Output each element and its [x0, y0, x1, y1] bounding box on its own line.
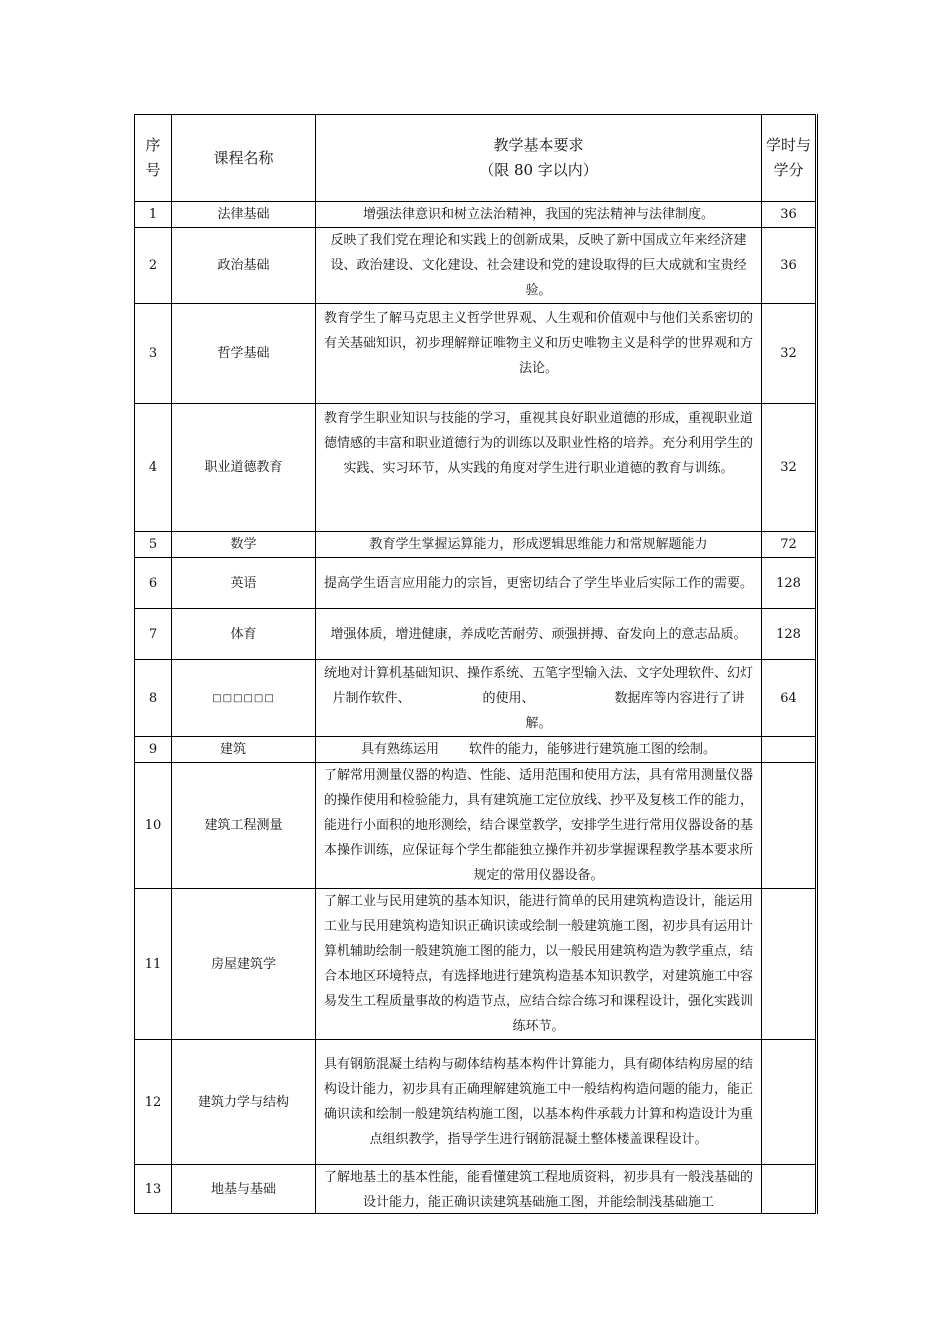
row-course-name: 建筑 [172, 737, 316, 763]
row-requirement: 反映了我们党在理论和实践上的创新成果，反映了新中国成立年来经济建设、政治建设、文化建设、社会建设和党的建设取得的巨大成就和宝贵经验。 [316, 228, 762, 304]
table-row [135, 1040, 817, 1165]
row-course-name: 地基与基础 [172, 1165, 316, 1214]
row-requirement: 教育学生了解马克思主义哲学世界观、人生观和价值观中与他们关系密切的有关基础知识，初步理解辩证唯物主义和历史唯物主义是科学的世界观和方法论。 [316, 304, 762, 404]
row-hours [762, 737, 817, 763]
row-requirement: 教育学生职业知识与技能的学习，重视其良好职业道德的形成，重视职业道德情感的丰富和职业道德行为的训练以及职业性格的培养。充分利用学生的实践、实习环节，从实践的角度对学生进行职业道德的教育与训练。 [316, 404, 762, 532]
table-row [135, 763, 817, 889]
row-no: 9 [135, 737, 172, 763]
row-course-name-text: □□□□□□ [212, 693, 275, 704]
row-requirement: 教育学生掌握运算能力，形成逻辑思维能力和常规解题能力 [316, 532, 762, 558]
table-row [135, 532, 817, 558]
row-requirement: 提高学生语言应用能力的宗旨，更密切结合了学生毕业后实际工作的需要。 [316, 558, 762, 609]
header-req-line1: 教学基本要求 [493, 136, 584, 154]
row-course-name: 英语 [172, 558, 316, 609]
header-course: 课程名称 [172, 115, 316, 202]
curriculum-table [134, 114, 818, 1214]
row-hours: 64 [762, 660, 817, 737]
row-no: 3 [135, 304, 172, 404]
row-requirement [316, 1165, 762, 1214]
row-requirement: 具有钢筋混凝土结构与砌体结构基本构件计算能力，具有砌体结构房屋的结构设计能力，初步具有正确理解建筑施工中一般结构构造问题的能力，能正确识读和绘制一般建筑结构施工图，以基本构件承载力计算和构造设计为重点组织教学，指导学生进行钢筋混凝土整体楼盖课程设计。 [316, 1040, 762, 1165]
row-no: 7 [135, 609, 172, 660]
row-requirement [316, 660, 762, 737]
row-course-name: 建筑力学与结构 [172, 1040, 316, 1165]
row-course-name: 建筑工程测量 [172, 763, 316, 889]
row-no: 13 [135, 1165, 172, 1214]
row-hours: 128 [762, 558, 817, 609]
row-hours [762, 1040, 817, 1165]
header-hours: 学时与学分 [762, 115, 817, 202]
row-course-name [172, 660, 316, 737]
table-row [135, 202, 817, 228]
row-course-name: 数学 [172, 532, 316, 558]
row-course-name: 法律基础 [172, 202, 316, 228]
row-req-part-b: 的使用、 [482, 690, 535, 706]
row-req-part-c: 数据库等内容进行了讲解。 [525, 690, 745, 731]
row-no: 11 [135, 889, 172, 1040]
row-hours: 32 [762, 304, 817, 404]
row-req-part-b: 软件的能力，能够进行建筑施工图的绘制。 [469, 742, 717, 757]
row-requirement: 增强体质，增进健康，养成吃苦耐劳、顽强拼搏、奋发向上的意志品质。 [316, 609, 762, 660]
header-no: 序号 [135, 115, 172, 202]
row-hours: 128 [762, 609, 817, 660]
header-row [135, 115, 817, 202]
table-row [135, 609, 817, 660]
row-req-part-a: 统地对计算机基础知识、操作系统、五笔字型输入法、文字处理软件、幻灯片制作软件、 [323, 665, 753, 706]
table-row [135, 558, 817, 609]
row-requirement: 了解工业与民用建筑的基本知识，能进行简单的民用建筑构造设计，能运用工业与民用建筑构造知识正确识读或绘制一般建筑施工图，初步具有运用计算机辅助绘制一般建筑施工图的能力，以一般民用建筑构造为教学重点，结合本地区环境特点，有选择地进行建筑构造基本知识教学，对建筑施工中容易发生工程质量事故的构造节点，应结合综合练习和课程设计，强化实践训练环节。 [316, 889, 762, 1040]
row-hours [762, 1165, 817, 1214]
table-row [135, 404, 817, 532]
row-no: 8 [135, 660, 172, 737]
row-course-name: 体育 [172, 609, 316, 660]
row-no: 1 [135, 202, 172, 228]
row-hours: 36 [762, 202, 817, 228]
table-row [135, 1165, 817, 1214]
table-row [135, 228, 817, 304]
row-hours: 36 [762, 228, 817, 304]
header-requirements [316, 115, 762, 202]
row-course-name: 房屋建筑学 [172, 889, 316, 1040]
row-no: 12 [135, 1040, 172, 1165]
table-row [135, 737, 817, 763]
row-requirement: 增强法律意识和树立法治精神，我国的宪法精神与法律制度。 [316, 202, 762, 228]
row-requirement-clip: 了解地基土的基本性能，能看懂建筑工程地质资料，初步具有一般浅基础的设计能力，能正确识读建筑基础施工图，并能绘制浅基础施工 [323, 1170, 753, 1210]
row-no: 10 [135, 763, 172, 889]
table-row [135, 660, 817, 737]
row-no: 2 [135, 228, 172, 304]
row-req-part-a: 具有熟练运用 [360, 742, 439, 757]
table-row [135, 304, 817, 404]
row-hours: 32 [762, 404, 817, 532]
row-hours [762, 763, 817, 889]
row-course-name: 职业道德教育 [172, 404, 316, 532]
row-requirement [316, 737, 762, 763]
row-no: 5 [135, 532, 172, 558]
row-no: 4 [135, 404, 172, 532]
row-requirement: 了解常用测量仪器的构造、性能、适用范围和使用方法，具有常用测量仪器的操作使用和检验能力，具有建筑施工定位放线、抄平及复核工作的能力，能进行小面积的地形测绘，结合课堂教学，安排学生进行常用仪器设备的基本操作训练，应保证每个学生都能独立操作并初步掌握课程教学基本要求所规定的常用仪器设备。 [316, 763, 762, 889]
header-req-line2: （限 80 字以内） [479, 161, 598, 179]
row-hours: 72 [762, 532, 817, 558]
table-row [135, 889, 817, 1040]
row-no: 6 [135, 558, 172, 609]
row-course-name: 哲学基础 [172, 304, 316, 404]
row-hours [762, 889, 817, 1040]
row-course-name: 政治基础 [172, 228, 316, 304]
